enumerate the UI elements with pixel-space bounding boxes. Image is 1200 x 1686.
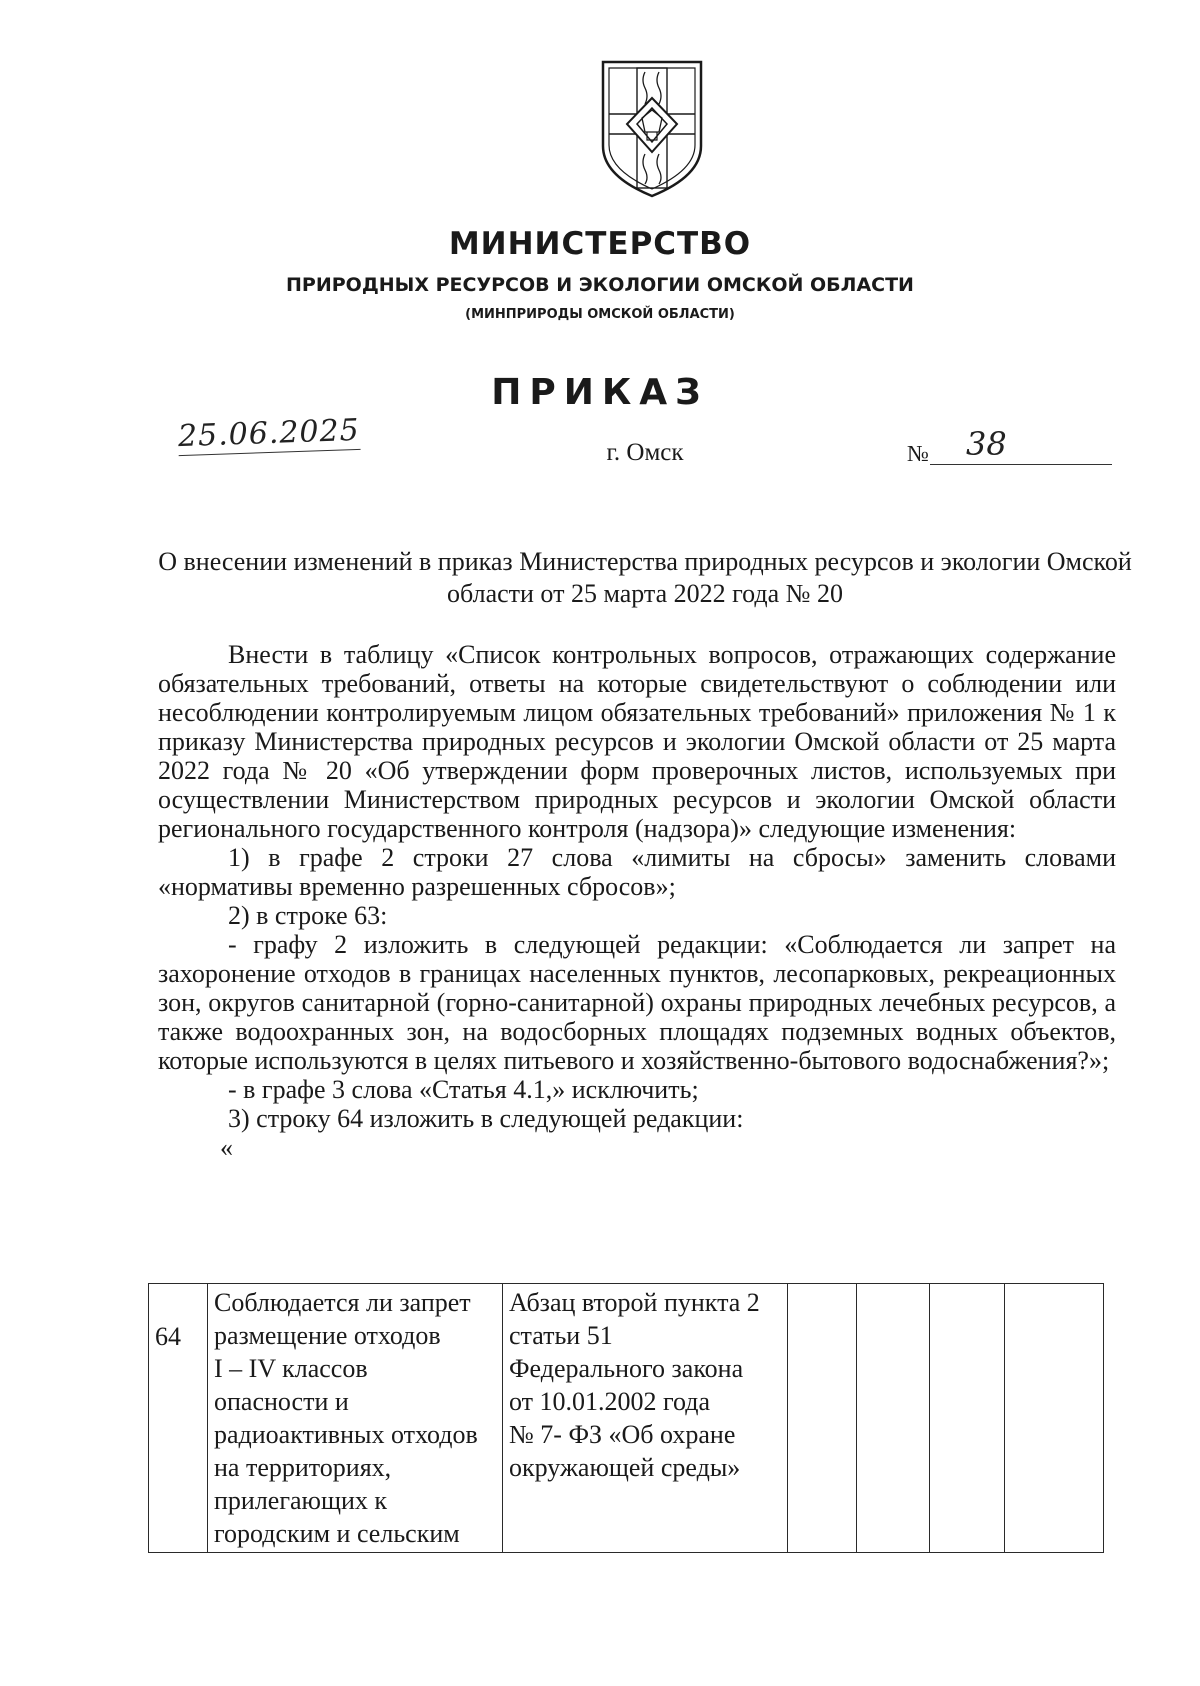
empty-cell <box>930 1284 1005 1553</box>
ministry-title: МИНИСТЕРСТВО <box>448 226 752 262</box>
body-item-2-column-2: - графу 2 изложить в следующей редакции: «Соблюдается ли запрет на захоронение отходов в границах населенных пунктов, лесопарковых, рекреационных зон, округов санитарной (горно-санитарной) охраны природных лечебных ресурсов, а также водоохранных зон, на водосборных площадях подземных водных объектов, которые используются в целях питьевого и хозяйственно-бытового водоснабжения?»; <box>158 930 1116 1075</box>
reference-line: статьи 51 <box>509 1321 613 1350</box>
question-line: прилегающих к <box>214 1486 388 1515</box>
empty-cell <box>1005 1284 1104 1553</box>
empty-cell <box>788 1284 857 1553</box>
document-type: ПРИКАЗ <box>491 372 709 413</box>
body-item-2-column-3: - в графе 3 слова «Статья 4.1,» исключить; <box>228 1075 699 1104</box>
reference-line: Абзац второй пункта 2 <box>509 1288 760 1317</box>
reference-line: окружающей среды» <box>509 1453 741 1482</box>
amendment-table <box>148 1283 1104 1553</box>
question-line: размещение отходов <box>214 1321 441 1350</box>
order-date: 25.06.2025 <box>177 412 361 455</box>
order-body <box>158 640 1116 1162</box>
question-line: опасности и <box>214 1387 349 1416</box>
order-city: г. Омск <box>606 439 684 466</box>
order-subject: О внесении изменений в приказ Министерства природных ресурсов и экологии Омской области от 25 марта 2022 года № 20 <box>158 547 1132 608</box>
question-line: Соблюдается ли запрет <box>214 1288 471 1317</box>
question-line: на территориях, <box>214 1453 392 1482</box>
order-number: 38 <box>930 424 1112 465</box>
legal-reference-cell <box>503 1284 788 1553</box>
order-number-label: № <box>907 441 929 466</box>
body-paragraph-intro: Внести в таблицу «Список контрольных вопросов, отражающих содержание обязательных требований, ответы на которые свидетельствуют о соблюдении или несоблюдении контролируемым лицом обязательных требований» приложения № 1 к приказу Министерства природных ресурсов и экологии Омской области от 25 марта 2022 года № 20 «Об утверждении форм проверочных листов, используемых при осуществлении Министерством природных ресурсов и экологии Омской области регионального государственного контроля (надзора)» следующие изменения: <box>158 640 1116 843</box>
ministry-abbreviation: (МИНПРИРОДЫ ОМСКОЙ ОБЛАСТИ) <box>465 307 735 322</box>
empty-cell <box>857 1284 930 1553</box>
body-item-3: 3) строку 64 изложить в следующей редакции: <box>228 1104 744 1133</box>
question-line: городским и сельским <box>214 1519 460 1548</box>
body-item-1: 1) в графе 2 строки 27 слова «лимиты на сбросы» заменить словами «нормативы временно разрешенных сбросов»; <box>158 843 1116 901</box>
reference-line: № 7- ФЗ «Об охране <box>509 1420 736 1449</box>
row-number-cell: 64 <box>149 1284 208 1553</box>
reference-line: Федерального закона <box>509 1354 744 1383</box>
question-cell <box>208 1284 503 1553</box>
table-row <box>149 1284 1104 1553</box>
body-item-2: 2) в строке 63: <box>228 901 388 930</box>
question-line: I – IV классов <box>214 1354 368 1383</box>
reference-line: от 10.01.2002 года <box>509 1387 711 1416</box>
omsk-region-coat-of-arms-icon <box>597 58 707 200</box>
question-line: радиоактивных отходов <box>214 1420 478 1449</box>
quote-open-mark: « <box>220 1133 233 1162</box>
ministry-subtitle: ПРИРОДНЫХ РЕСУРСОВ И ЭКОЛОГИИ ОМСКОЙ ОБЛАСТИ <box>286 274 914 296</box>
